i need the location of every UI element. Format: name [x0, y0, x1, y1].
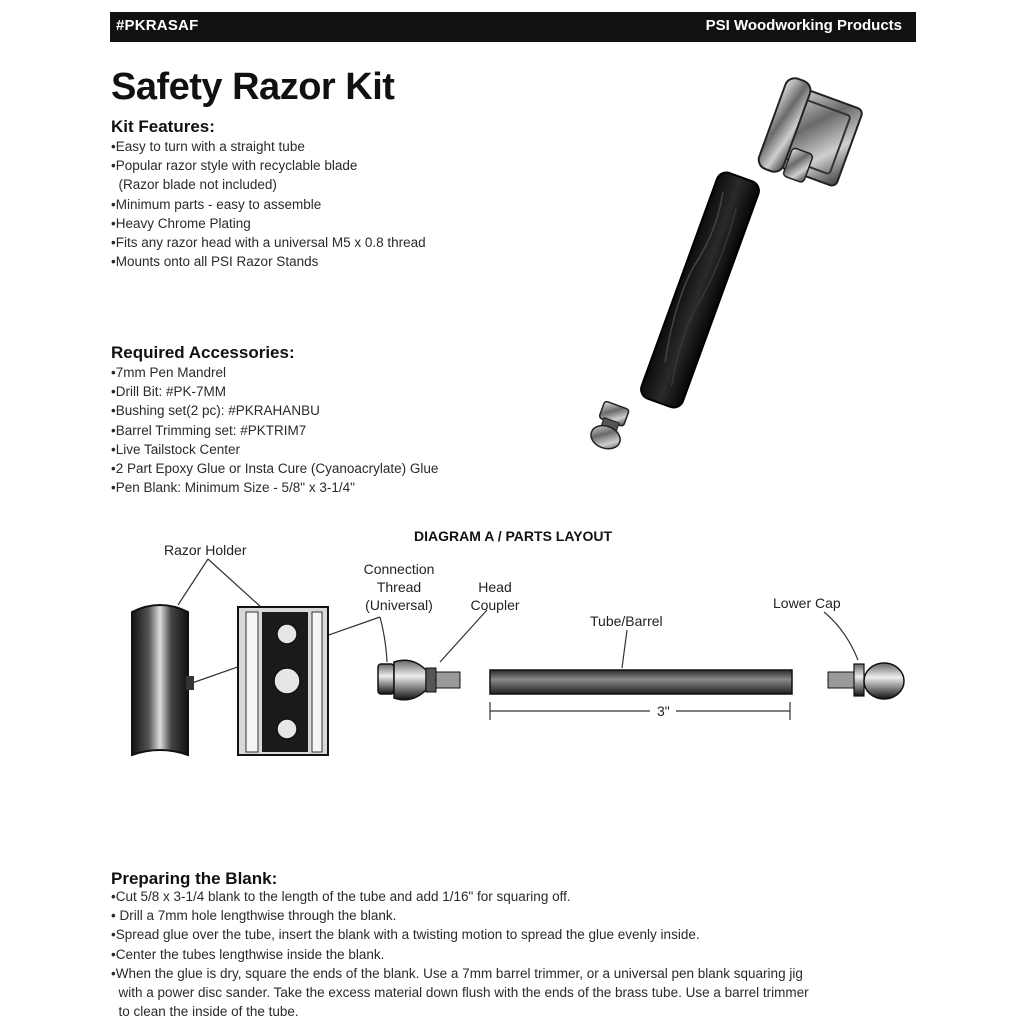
- list-item: • Easy to turn with a straight tube: [111, 137, 426, 156]
- label-lower-cap: Lower Cap: [773, 595, 841, 611]
- list-item: • Fits any razor head with a universal M5 x 0.8 thread: [111, 233, 426, 252]
- list-item: to clean the inside of the tube.: [118, 1004, 299, 1020]
- accessories-heading: Required Accessories:: [111, 343, 295, 362]
- list-item: • Drill a 7mm hole lengthwise through the blank.: [111, 906, 809, 925]
- lower-cap-part: [828, 663, 904, 699]
- dimension-label: 3": [653, 702, 674, 720]
- label-connection-thread: Connection Thread (Universal): [363, 561, 435, 613]
- page-title: Safety Razor Kit: [111, 66, 395, 108]
- list-item: • Bushing set(2 pc): #PKRAHANBU: [111, 401, 438, 420]
- product-code: #PKRASAF: [116, 17, 199, 34]
- list-item: • Center the tubes lengthwise inside the blank.: [111, 945, 809, 964]
- label-razor-holder: Razor Holder: [164, 542, 247, 558]
- head-coupler-part: [378, 660, 460, 700]
- preparing-heading: Preparing the Blank:: [111, 869, 278, 888]
- list-item: • Mounts onto all PSI Razor Stands: [111, 252, 426, 271]
- label-tube-barrel: Tube/Barrel: [590, 613, 663, 629]
- list-item: • Spread glue over the tube, insert the blank with a twisting motion to spread the glue evenly inside.: [111, 925, 809, 944]
- list-item: • Drill Bit: #PK-7MM: [111, 382, 438, 401]
- list-item: • Barrel Trimming set: #PKTRIM7: [111, 421, 438, 440]
- list-item: • Minimum parts - easy to assemble: [111, 195, 426, 214]
- list-item: • Heavy Chrome Plating: [111, 214, 426, 233]
- list-item: • Popular razor style with recyclable blade: [111, 156, 426, 175]
- label-head-coupler: Head Coupler: [470, 579, 520, 613]
- preparing-list: [111, 887, 809, 1021]
- list-item: • 2 Part Epoxy Glue or Insta Cure (Cyanoacrylate) Glue: [111, 459, 438, 478]
- list-item: (Razor blade not included): [118, 177, 277, 193]
- brand-name: PSI Woodworking Products: [705, 17, 902, 34]
- list-item: • Pen Blank: Minimum Size - 5/8" x 3-1/4": [111, 478, 438, 497]
- list-item: • 7mm Pen Mandrel: [111, 363, 438, 382]
- list-item: • Cut 5/8 x 3-1/4 blank to the length of the tube and add 1/16" for squaring off.: [111, 887, 809, 906]
- razor-holder-guard: [132, 605, 194, 755]
- diagram-title: DIAGRAM A / PARTS LAYOUT: [414, 528, 613, 544]
- list-item: • When the glue is dry, square the ends of the blank. Use a 7mm barrel trimmer, or a universal pen blank squaring jig: [111, 964, 809, 983]
- features-heading: Kit Features:: [111, 117, 215, 136]
- razor-holder-plate: [238, 607, 328, 755]
- list-item: with a power disc sander. Take the excess material down flush with the ends of the brass tube. Use a barrel trimmer: [118, 985, 809, 1001]
- list-item: • Live Tailstock Center: [111, 440, 438, 459]
- tube-barrel-part: [490, 670, 792, 694]
